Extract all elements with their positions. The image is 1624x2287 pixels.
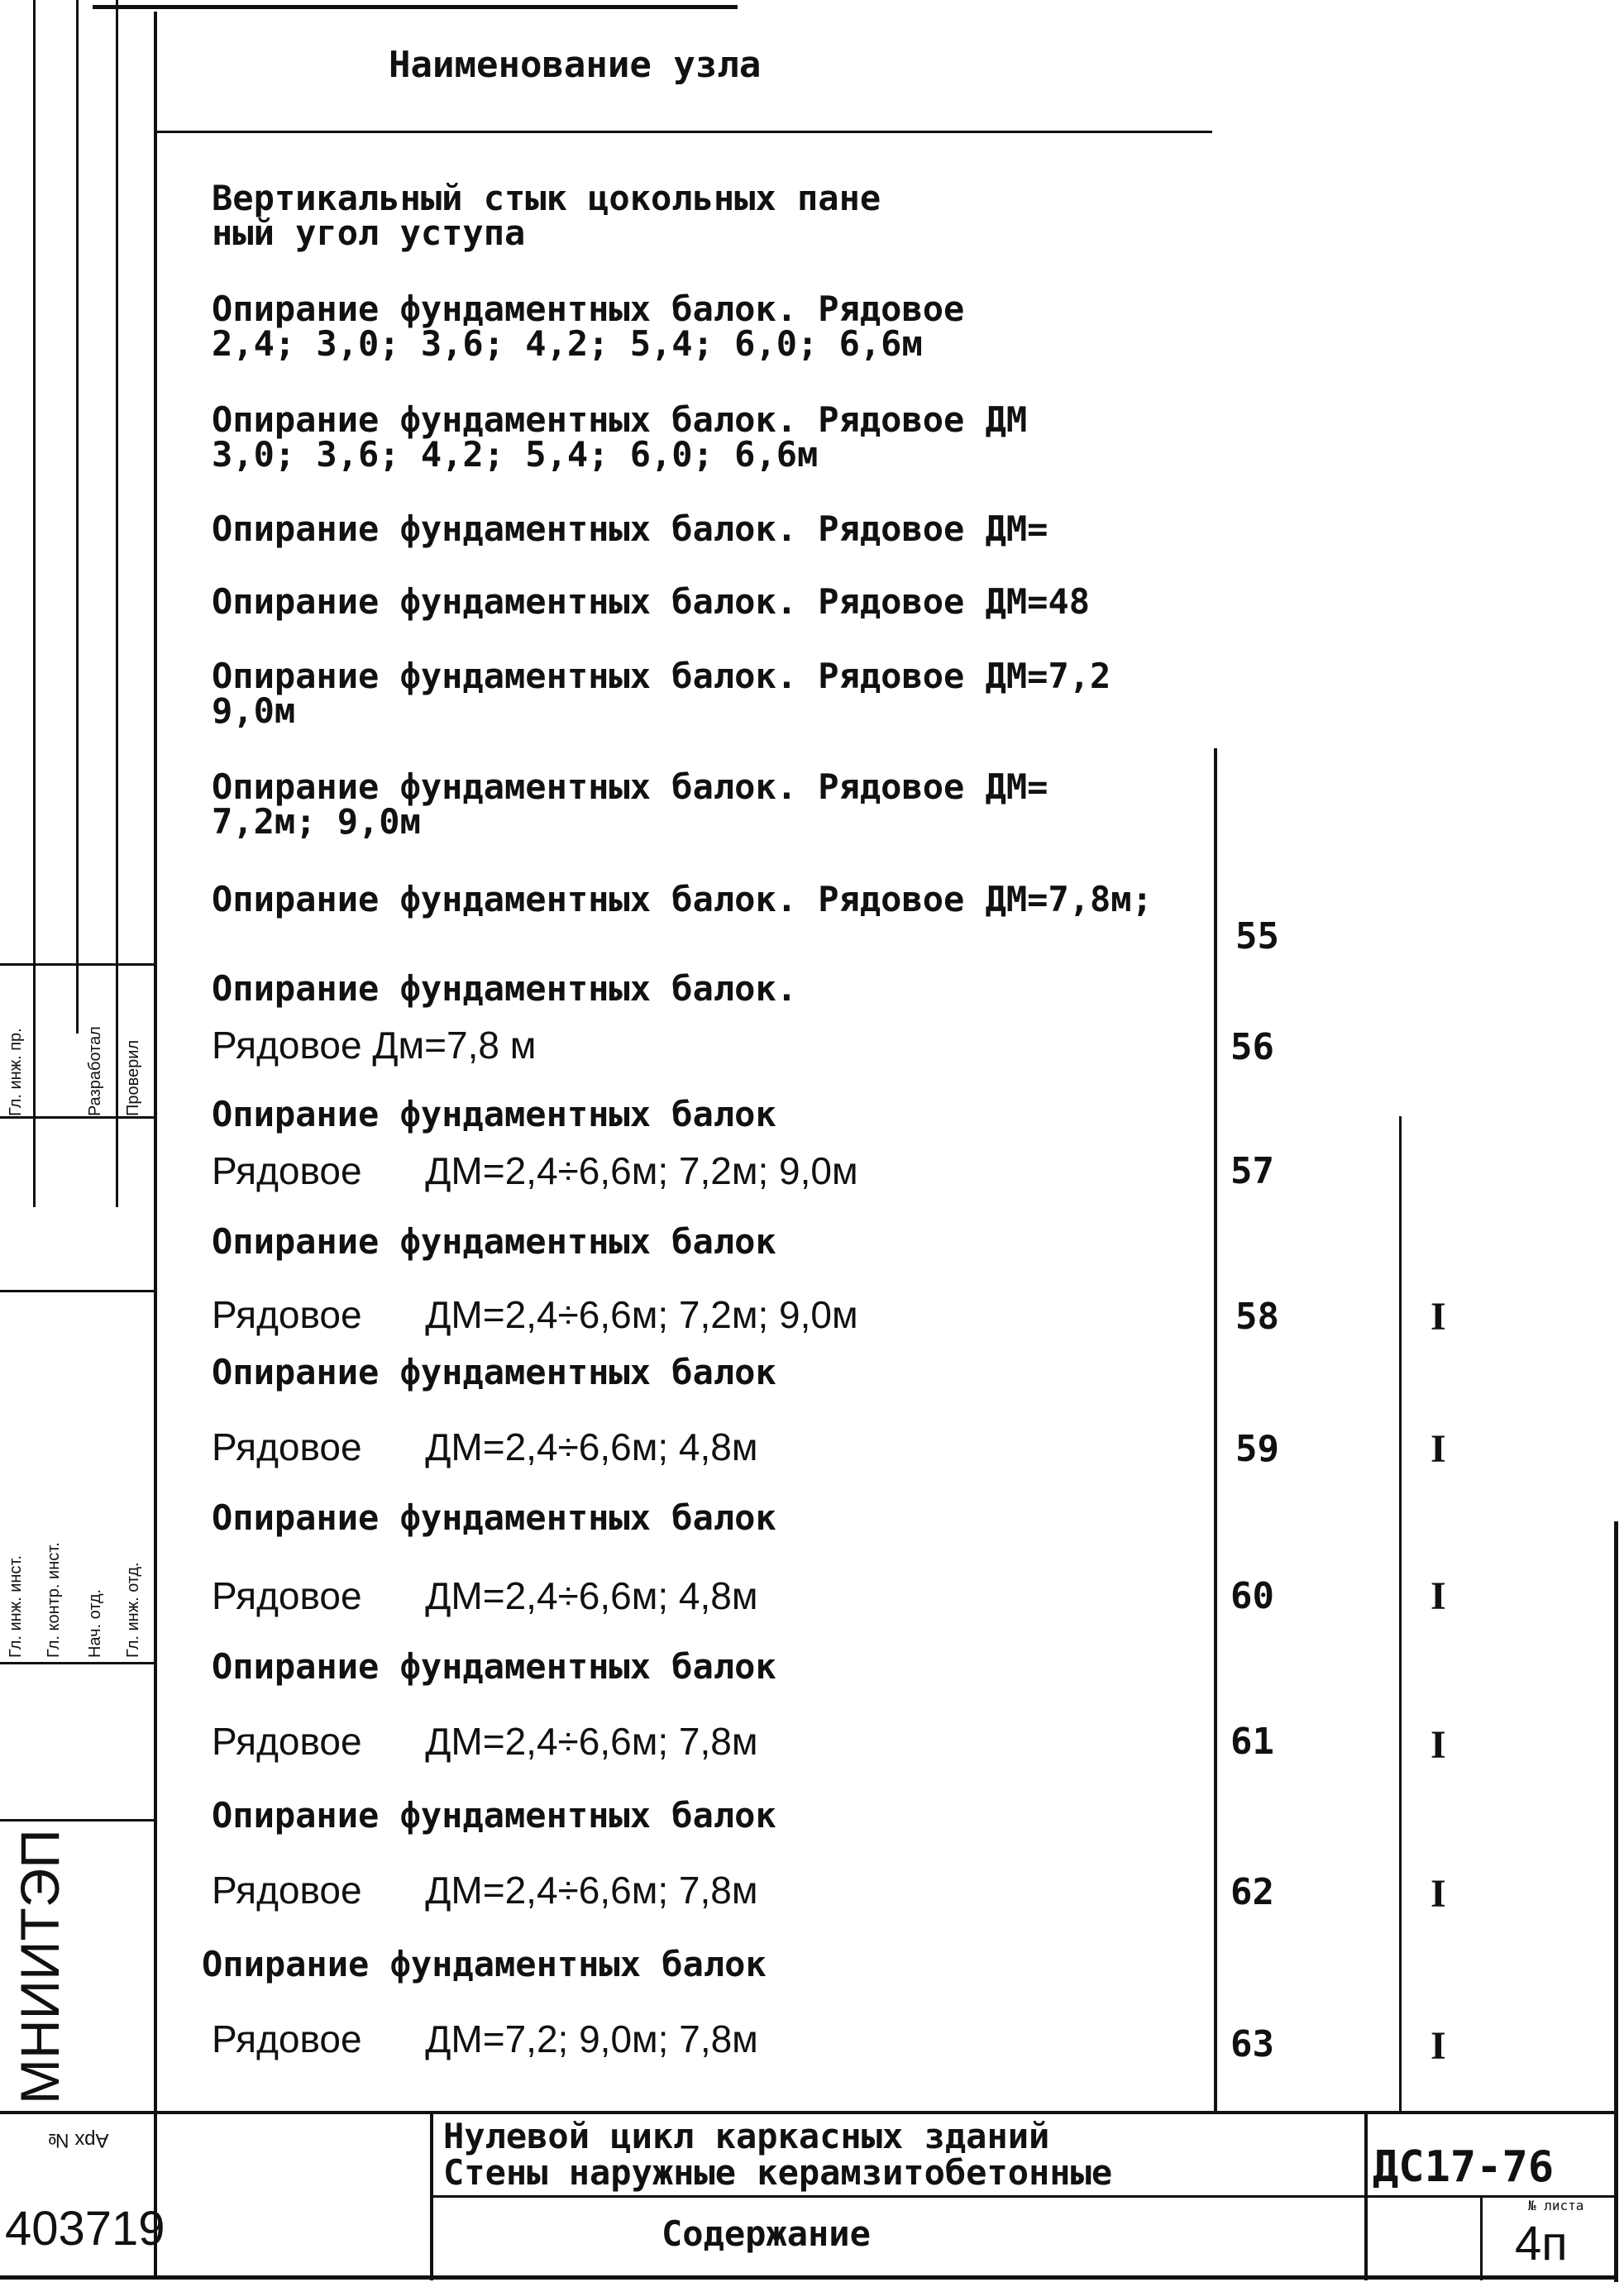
page-column-rule [1214, 748, 1217, 2113]
entry-14-line1: Опирание фундаментных балок [212, 1646, 776, 1687]
entry-10-line2: Рядовое ДМ=2,4÷6,6м; 7,2м; 9,0м [212, 1149, 858, 1192]
entry-15-line2: Рядовое ДМ=2,4÷6,6м; 7,8м [212, 1869, 758, 1912]
entry-11-page: 58 [1235, 1296, 1279, 1338]
title-block-line1: Нулевой цикл каркасных зданий [443, 2116, 1050, 2156]
title-block-left-rule [430, 2111, 433, 2280]
title-block-line2: Стены наружные керамзитобетонные [443, 2152, 1113, 2193]
stamp-rule-2 [76, 0, 79, 1034]
entry-12-page: 59 [1235, 1428, 1279, 1470]
title-block-code-rule [1364, 2111, 1368, 2280]
document-code: ДС17-76 [1373, 2142, 1555, 2192]
sheet-number: 4п [1515, 2217, 1568, 2270]
entry-7-line1: Опирание фундаментных балок. Рядовое ДМ= [212, 766, 1048, 807]
entry-15-line1: Опирание фундаментных балок [212, 1795, 776, 1836]
stamp-hrule-1 [0, 963, 154, 966]
entry-8-page: 55 [1235, 915, 1279, 957]
entry-12-line1: Опирание фундаментных балок [212, 1352, 776, 1392]
header-title: Наименование узла [389, 44, 762, 86]
entry-9-line1: Опирание фундаментных балок. [212, 968, 798, 1009]
stamp-hrule-4 [0, 1662, 154, 1664]
title-block-mid-rule [430, 2195, 1618, 2198]
entry-3-line2: 3,0; 3,6; 4,2; 5,4; 6,0; 6,6м [212, 434, 819, 475]
entry-6-line2: 9,0м [212, 690, 296, 731]
entry-1-line1: Вертикальный стык цокольных пане [212, 178, 881, 218]
archive-number: 403719 [5, 2202, 165, 2256]
title-block-top-rule [0, 2111, 1618, 2114]
stamp-hrule-2 [0, 1116, 154, 1119]
stamp-rule-1 [33, 0, 36, 1207]
title-block-section: Содержание [662, 2213, 871, 2254]
entry-3-line1: Опирание фундаментных балок. Рядовое ДМ [212, 399, 1028, 440]
stamp-role-chief-engineer: Гл. инж. пр. [7, 1028, 25, 1116]
entry-14-line2: Рядовое ДМ=2,4÷6,6м; 7,8м [212, 1720, 758, 1763]
stamp-role-checked: Проверил [124, 1039, 142, 1116]
archive-label: Арх № [48, 2129, 109, 2151]
organization-name: МНИИТЭП [9, 1829, 70, 2104]
entry-12-line2: Рядовое ДМ=2,4÷6,6м; 4,8м [212, 1425, 758, 1468]
entry-10-line1: Опирание фундаментных балок [212, 1094, 776, 1134]
entry-15-sheet: I [1431, 1872, 1446, 1916]
entry-14-page: 61 [1230, 1721, 1274, 1763]
entry-14-sheet: I [1431, 1723, 1446, 1767]
entry-9-page: 56 [1230, 1026, 1274, 1068]
stamp-role-developed: Разработал [86, 1026, 104, 1116]
entry-8-line1: Опирание фундаментных балок. Рядовое ДМ=7,8м; [212, 879, 1153, 919]
entry-13-sheet: I [1431, 1574, 1446, 1618]
stamp-role-inst-chief-engineer: Гл. инж. инст. [7, 1555, 25, 1658]
entry-11-line1: Опирание фундаментных балок [212, 1221, 776, 1262]
entry-11-sheet: I [1431, 1295, 1446, 1339]
entry-13-line1: Опирание фундаментных балок [212, 1497, 776, 1538]
entry-16-line2: Рядовое ДМ=7,2; 9,0м; 7,8м [212, 2017, 758, 2060]
title-block-sheet-rule [1480, 2198, 1483, 2280]
entry-6-line1: Опирание фундаментных балок. Рядовое ДМ=7,2 [212, 656, 1111, 696]
header-underline [154, 131, 1212, 133]
entry-15-page: 62 [1230, 1871, 1274, 1913]
entry-16-sheet: I [1431, 2024, 1446, 2068]
entry-10-page: 57 [1230, 1150, 1274, 1192]
frame-bottom-rule [0, 2275, 1618, 2280]
frame-left-rule [154, 12, 157, 2277]
stamp-rule-3 [116, 0, 118, 1207]
entry-16-page: 63 [1230, 2023, 1274, 2065]
stamp-role-department-head: Нач. отд. [86, 1588, 104, 1658]
sheet-column-rule [1399, 1116, 1402, 2113]
entry-13-page: 60 [1230, 1575, 1274, 1617]
entry-2-line1: Опирание фундаментных балок. Рядовое [212, 289, 965, 329]
entry-12-sheet: I [1431, 1427, 1446, 1471]
stamp-role-department-chief-engineer: Гл. инж. отд. [124, 1562, 142, 1658]
frame-right-rule [1614, 1521, 1618, 2282]
entry-1-line2: ный угол уступа [212, 212, 526, 253]
entry-9-line2: Рядовое Дм=7,8 м [212, 1024, 537, 1067]
entry-5-line1: Опирание фундаментных балок. Рядовое ДМ=48 [212, 581, 1091, 622]
entry-2-line2: 2,4; 3,0; 3,6; 4,2; 5,4; 6,0; 6,6м [212, 323, 923, 364]
entry-4-line1: Опирание фундаментных балок. Рядовое ДМ= [212, 508, 1048, 549]
stamp-role-inst-chief-controller: Гл. контр. инст. [45, 1542, 63, 1658]
entry-13-line2: Рядовое ДМ=2,4÷6,6м; 4,8м [212, 1574, 758, 1617]
entry-11-line2: Рядовое ДМ=2,4÷6,6м; 7,2м; 9,0м [212, 1293, 858, 1336]
frame-top-rule [93, 5, 738, 9]
sheet-number-caption: № листа [1528, 2198, 1584, 2213]
stamp-hrule-3 [0, 1290, 154, 1292]
entry-16-line1: Опирание фундаментных балок [202, 1944, 767, 1984]
entry-7-line2: 7,2м; 9,0м [212, 801, 421, 842]
stamp-hrule-5 [0, 1819, 154, 1821]
